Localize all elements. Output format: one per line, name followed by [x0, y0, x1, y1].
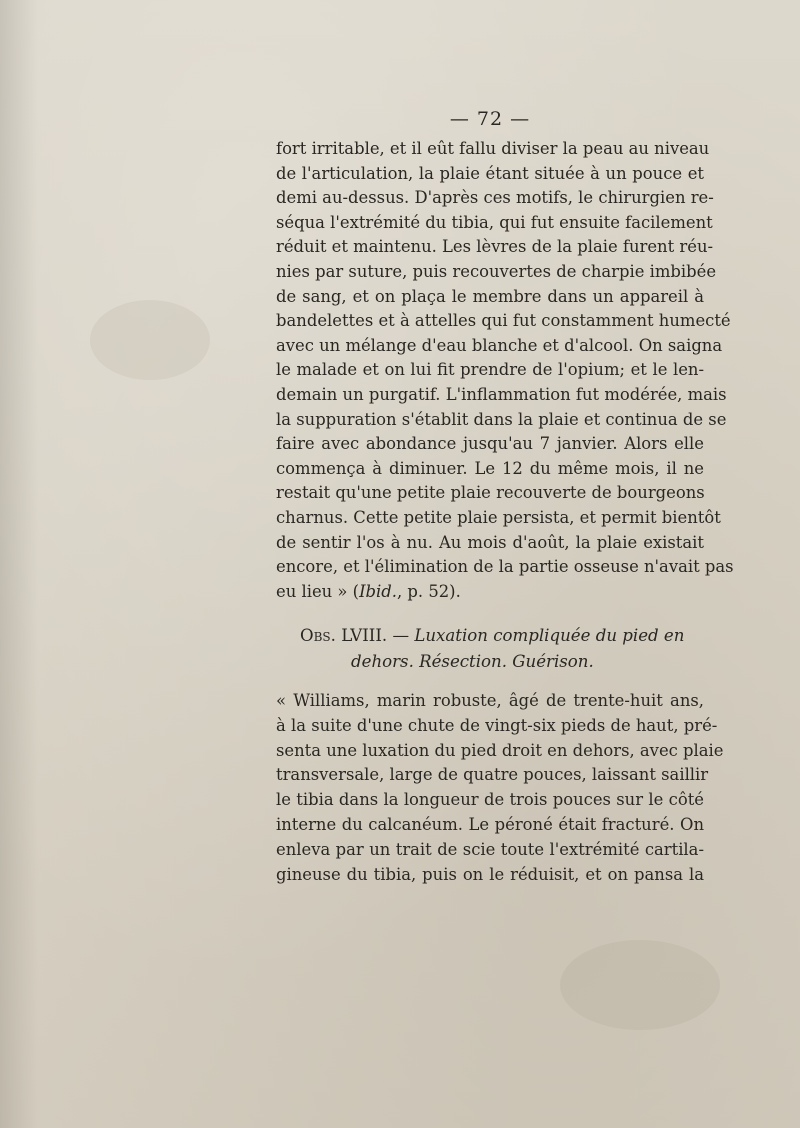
text-line: réduit et maintenu. Les lèvres de la plaie furent réu- [276, 237, 714, 257]
text-line-last [276, 580, 704, 605]
heading-line-2 [300, 649, 704, 675]
text-fragment: , p. 52). [396, 581, 461, 601]
text-line: restait qu'une petite plaie recouverte de bourgeons [276, 483, 705, 503]
text-line: à la suite d'une chute de vingt-six pieds de haut, pré- [276, 715, 718, 735]
text-line: le malade et on lui fit prendre de l'opium; et le len- [276, 360, 704, 380]
text-line: interne du calcanéum. Le péroné était fracturé. On [276, 814, 704, 834]
observation-heading [300, 623, 704, 675]
observation-title-line-1: Luxation compliquée du pied en [414, 626, 685, 645]
text-line: bandelettes et à attelles qui fut constamment humecté [276, 311, 731, 331]
text-line: la suppuration s'établit dans la plaie et continua de se [276, 409, 727, 429]
paper-stain [560, 940, 720, 1030]
paragraph-2 [276, 689, 724, 887]
text-line: « Williams, marin robuste, âgé de trente-huit ans, [276, 691, 704, 710]
text-line: faire avec abondance jusqu'au 7 janvier. Alors elle [276, 434, 704, 454]
page-gutter-shadow [0, 0, 38, 1128]
text-line: commença à diminuer. Le 12 du même mois, il ne [276, 458, 704, 478]
text-line: demain un purgatif. L'inflammation fut modérée, mais [276, 384, 727, 404]
text-line: de l'articulation, la plaie étant située à un pouce et [276, 163, 704, 183]
text-line: fort irritable, et il eût fallu diviser la peau au niveau [276, 139, 710, 158]
text-line: transversale, large de quatre pouces, laissant saillir [276, 765, 709, 785]
text-line: gineuse du tibia, puis on le réduisit, et on pansa la [276, 864, 704, 884]
paper-stain [90, 300, 210, 380]
text-line: encore, et l'élimination de la partie osseuse n'avait pas [276, 557, 734, 577]
paragraph-1 [276, 137, 734, 604]
text-line: demi au-dessus. D'après ces motifs, le chirurgien re- [276, 188, 714, 208]
text-line: avec un mélange d'eau blanche et d'alcool. On saigna [276, 335, 723, 355]
text-line: charnus. Cette petite plaie persista, et permit bientôt [276, 507, 721, 527]
text-line: séqua l'extrémité du tibia, qui fut ensuite facilement [276, 212, 713, 232]
observation-title-line-2: dehors. Résection. Guérison. [351, 652, 594, 671]
text-line: senta une luxation du pied droit en dehors, avec plaie [276, 740, 724, 760]
text-line: enleva par un trait de scie toute l'extrémité cartila- [276, 839, 704, 859]
text-fragment: eu lieu » ( [276, 581, 360, 601]
text-line: le tibia dans la longueur de trois pouces sur le côté [276, 790, 704, 810]
text-line: de sang, et on plaça le membre dans un appareil à [276, 286, 704, 306]
text-line: nies par suture, puis recouvertes de charpie imbibée [276, 261, 717, 281]
observation-number: Obs. LVIII. [300, 626, 388, 645]
page-number: — 72 — [449, 108, 531, 130]
ibid-reference: Ibid. [359, 581, 397, 601]
heading-dash: — [387, 626, 415, 645]
text-line: de sentir l'os à nu. Au mois d'août, la plaie existait [276, 532, 704, 552]
